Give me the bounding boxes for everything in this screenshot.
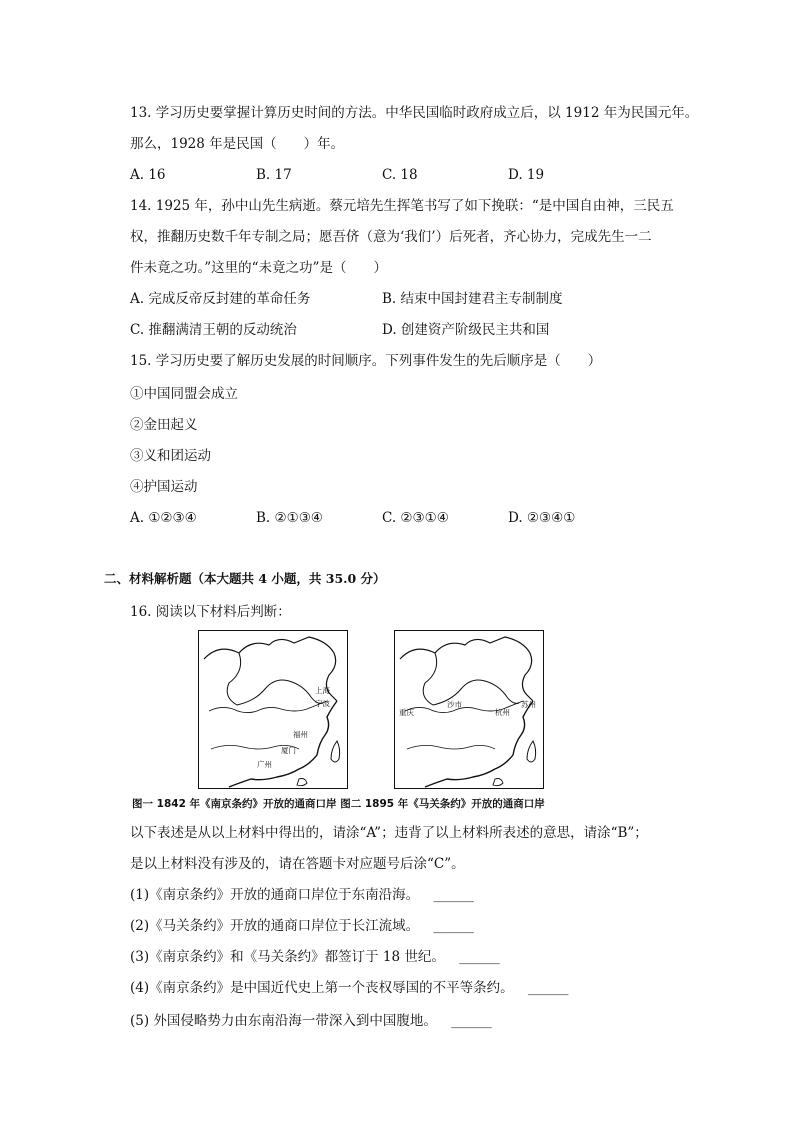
q16-statement-4 xyxy=(130,979,568,997)
q15-stem: 15. 学习历史要了解历史发展的时间顺序。下列事件发生的先后顺序是（ ） xyxy=(130,353,602,369)
answer-blank: ______ xyxy=(433,918,474,934)
q16-statement-1 xyxy=(130,886,474,904)
statement-text: (5) 外国侵略势力由东南沿海一带深入到中国腹地。 xyxy=(130,1013,437,1029)
map1-label-fuzhou: 福州 xyxy=(293,730,308,739)
q15-item-4: ④护国运动 xyxy=(130,479,198,495)
q13-option-d: D. 19 xyxy=(508,167,545,183)
answer-blank: ______ xyxy=(459,949,500,965)
q16-maps-caption: 图一 1842 年《南京条约》开放的通商口岸 图二 1895 年《马关条约》开放的通商口岸 xyxy=(132,798,545,810)
q14-option-d: D. 创建资产阶级民主共和国 xyxy=(382,322,550,338)
q14-stem-line1: 14. 1925 年，孙中山先生病逝。蔡元培先生挥笔书写了如下挽联：“是中国自由神，三民五 xyxy=(130,198,674,214)
q13-option-a: A. 16 xyxy=(130,167,166,183)
map2-label-chongqing: 重庆 xyxy=(399,708,414,717)
q15-option-a: A. ①②③④ xyxy=(130,510,197,526)
q14-stem-line2: 权，推翻历史数千年专制之局；愿吾侪（意为‘我们’）后死者，齐心协力，完成先生一二 xyxy=(130,229,652,245)
q13-option-b: B. 17 xyxy=(256,167,292,183)
map-2-drawing xyxy=(395,631,543,788)
q14-option-c: C. 推翻满清王朝的反动统治 xyxy=(130,322,297,338)
q14-option-a: A. 完成反帝反封建的革命任务 xyxy=(130,291,311,307)
statement-text: (3)《南京条约》和《马关条约》都签订于 18 世纪。 xyxy=(130,949,445,965)
q15-item-1: ①中国同盟会成立 xyxy=(130,386,238,402)
q15-option-b: B. ②①③④ xyxy=(256,510,323,526)
map1-label-guangzhou: 广州 xyxy=(257,760,272,769)
map1-label-ningbo: 宁波 xyxy=(315,699,330,708)
answer-blank: ______ xyxy=(433,887,474,903)
q16-instructions-line1: 以下表述是从以上材料中得出的，请涂“A”；违背了以上材料所表述的意思，请涂“B”； xyxy=(130,825,648,841)
q15-item-3: ③义和团运动 xyxy=(130,448,211,464)
answer-blank: ______ xyxy=(451,1013,492,1029)
map-1-drawing xyxy=(199,631,347,788)
statement-text: (2)《马关条约》开放的通商口岸位于长江流域。 xyxy=(130,918,420,934)
map-nanjing-treaty-ports xyxy=(198,630,348,789)
q13-stem-line1: 13. 学习历史要掌握计算历史时间的方法。中华民国临时政府成立后，以 1912 年为民国元年。 xyxy=(130,105,699,121)
q16-statement-2 xyxy=(130,917,474,935)
statement-text: (4)《南京条约》是中国近代史上第一个丧权辱国的不平等条约。 xyxy=(130,980,514,996)
q15-item-2: ②金田起义 xyxy=(130,417,198,433)
map2-label-shashi: 沙市 xyxy=(447,700,462,709)
answer-blank: ______ xyxy=(527,980,569,996)
q14-option-b: B. 结束中国封建君主专制制度 xyxy=(382,291,563,307)
q16-intro: 16. 阅读以下材料后判断： xyxy=(130,604,291,620)
q16-instructions-line2: 是以上材料没有涉及的，请在答题卡对应题号后涂“C”。 xyxy=(130,856,465,872)
q13-option-c: C. 18 xyxy=(382,167,418,183)
q15-option-c: C. ②③①④ xyxy=(382,510,449,526)
q15-option-d: D. ②③④① xyxy=(508,510,576,526)
q14-stem-line3: 件未竟之功。”这里的“未竟之功”是（ ） xyxy=(130,260,387,276)
q13-stem-line2: 那么，1928 年是民国（ ）年。 xyxy=(130,136,345,152)
map2-label-hangzhou: 杭州 xyxy=(495,708,510,717)
statement-text: (1)《南京条约》开放的通商口岸位于东南沿海。 xyxy=(130,887,420,903)
section-2-title: 二、材料解析题（本大题共 4 小题，共 35.0 分） xyxy=(104,571,386,586)
map-shimonoseki-treaty-ports xyxy=(394,630,544,789)
q16-statement-3 xyxy=(130,948,500,966)
map1-label-xiamen: 厦门 xyxy=(281,746,296,755)
q16-statement-5 xyxy=(130,1012,492,1030)
map1-label-shanghai: 上海 xyxy=(315,686,330,695)
map2-label-suzhou: 苏州 xyxy=(521,700,536,709)
